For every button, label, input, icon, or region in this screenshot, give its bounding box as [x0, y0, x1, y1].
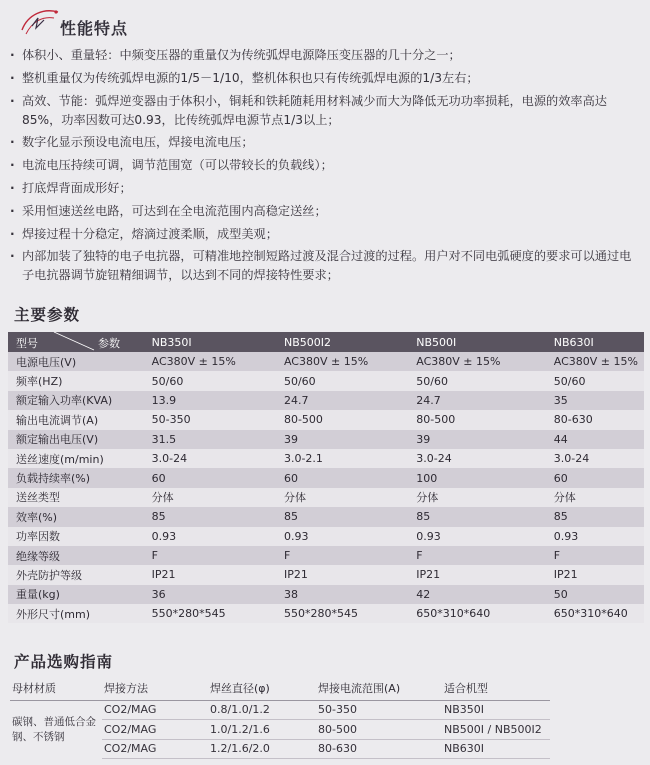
param-value: 550*280*545 — [278, 604, 410, 623]
param-label: 负载持续率(%) — [8, 468, 146, 487]
param-value: IP21 — [410, 565, 547, 584]
params-row — [8, 352, 644, 371]
param-value: F — [278, 546, 410, 565]
param-value: 39 — [278, 430, 410, 449]
param-value: 50/60 — [410, 371, 547, 390]
model-header: NB350I — [146, 332, 278, 352]
param-value: 85 — [410, 507, 547, 526]
guide-method: CO2/MAG — [102, 739, 208, 759]
guide-header: 适合机型 — [442, 676, 550, 700]
param-value: F — [146, 546, 278, 565]
guide-model: NB500I / NB500I2 — [442, 720, 550, 740]
params-row — [8, 507, 644, 526]
param-value: 0.93 — [410, 527, 547, 546]
param-value: F — [410, 546, 547, 565]
feature-item: · 打底焊背面成形好； — [10, 179, 640, 198]
feature-item: · 采用恒速送丝电路，可达到在全电流范围内高稳定送丝； — [10, 202, 640, 221]
param-value: 3.0-24 — [146, 449, 278, 468]
diagonal-divider — [52, 330, 96, 352]
guide-diameter: 1.0/1.2/1.6 — [208, 720, 316, 740]
param-value: 50 — [548, 585, 644, 604]
param-label: 输出电流调节(A) — [8, 410, 146, 429]
param-value: 分体 — [410, 488, 547, 507]
param-value: 80-630 — [548, 410, 644, 429]
feature-item: · 焊接过程十分稳定，熔滴过渡柔顺，成型美观； — [10, 225, 640, 244]
param-label: 送丝类型 — [8, 488, 146, 507]
param-value: 60 — [548, 468, 644, 487]
param-label: 效率(%) — [8, 507, 146, 526]
param-label: 外壳防护等级 — [8, 565, 146, 584]
param-value: 50/60 — [278, 371, 410, 390]
features-title: 性能特点 — [60, 19, 129, 38]
params-row — [8, 449, 644, 468]
guide-header: 母材材质 — [10, 676, 102, 700]
param-value: 50/60 — [146, 371, 278, 390]
guide-method: CO2/MAG — [102, 700, 208, 720]
param-value: 分体 — [146, 488, 278, 507]
features-header — [18, 6, 158, 42]
params-row — [8, 468, 644, 487]
guide-header: 焊接电流范围(A) — [316, 676, 442, 700]
guide-current: 80-630 — [316, 739, 442, 759]
param-value: 38 — [278, 585, 410, 604]
feature-item: · 数字化显示预设电流电压，焊接电流电压； — [10, 133, 640, 152]
param-value: 36 — [146, 585, 278, 604]
guide-diameter: 1.2/1.6/2.0 — [208, 739, 316, 759]
param-value: 35 — [548, 391, 644, 410]
guide-current: 80-500 — [316, 720, 442, 740]
params-title: 主要参数 — [14, 306, 81, 324]
param-value: 13.9 — [146, 391, 278, 410]
param-value: 分体 — [548, 488, 644, 507]
param-value: 50/60 — [548, 371, 644, 390]
param-value: 0.93 — [146, 527, 278, 546]
param-label: 功率因数 — [8, 527, 146, 546]
param-value: AC380V ± 15% — [548, 352, 644, 371]
param-value: 0.93 — [548, 527, 644, 546]
param-value: 24.7 — [410, 391, 547, 410]
param-value: 85 — [146, 507, 278, 526]
guide-current: 50-350 — [316, 700, 442, 720]
params-row — [8, 391, 644, 410]
param-value: 42 — [410, 585, 547, 604]
param-value: 50-350 — [146, 410, 278, 429]
param-label: 重量(kg) — [8, 585, 146, 604]
param-label: 额定输出电压(V) — [8, 430, 146, 449]
params-table — [8, 332, 644, 623]
model-header: NB500I — [410, 332, 547, 352]
param-value: 分体 — [278, 488, 410, 507]
guide-header-row — [10, 676, 550, 700]
param-value: 3.0-24 — [548, 449, 644, 468]
guide-model: NB350I — [442, 700, 550, 720]
param-value: 31.5 — [146, 430, 278, 449]
guide-diameter: 0.8/1.0/1.2 — [208, 700, 316, 720]
param-value: 0.93 — [278, 527, 410, 546]
guide-model: NB630I — [442, 739, 550, 759]
param-value: 39 — [410, 430, 547, 449]
params-header-cell — [8, 332, 146, 352]
param-value: IP21 — [548, 565, 644, 584]
header-param-label: 参数 — [98, 337, 120, 350]
param-value: IP21 — [146, 565, 278, 584]
params-row — [8, 585, 644, 604]
guide-table — [10, 676, 550, 759]
params-row — [8, 604, 644, 623]
params-header-row — [8, 332, 644, 352]
param-value: AC380V ± 15% — [278, 352, 410, 371]
feature-item: · 内部加装了独特的电子电抗器，可精准地控制短路过渡及混合过渡的过程。用户对不同电弧硬度的要求可以通过电子电抗器调节旋钮精细调节，以达到不同的焊接特性要求； — [10, 247, 640, 285]
params-row — [8, 371, 644, 390]
param-value: 24.7 — [278, 391, 410, 410]
feature-item: · 电流电压持续可调，调节范围宽（可以带较长的负载线）； — [10, 156, 640, 175]
param-label: 额定输入功率(KVA) — [8, 391, 146, 410]
guide-title: 产品选购指南 — [14, 653, 114, 671]
param-label: 送丝速度(m/min) — [8, 449, 146, 468]
features-list — [10, 46, 640, 289]
guide-header: 焊丝直径(φ) — [208, 676, 316, 700]
param-value: 44 — [548, 430, 644, 449]
param-label: 外形尺寸(mm) — [8, 604, 146, 623]
params-row — [8, 565, 644, 584]
guide-method: CO2/MAG — [102, 720, 208, 740]
params-row — [8, 488, 644, 507]
param-value: 80-500 — [278, 410, 410, 429]
param-value: AC380V ± 15% — [146, 352, 278, 371]
param-value: F — [548, 546, 644, 565]
header-model-label: 型号 — [16, 337, 38, 350]
param-value: 80-500 — [410, 410, 547, 429]
params-row — [8, 546, 644, 565]
param-value: IP21 — [278, 565, 410, 584]
param-value: 650*310*640 — [410, 604, 547, 623]
param-value: 3.0-2.1 — [278, 449, 410, 468]
param-value: 650*310*640 — [548, 604, 644, 623]
param-value: 60 — [146, 468, 278, 487]
param-value: 550*280*545 — [146, 604, 278, 623]
guide-header: 焊接方法 — [102, 676, 208, 700]
material-cell: 碳钢、普通低合金钢、不锈钢 — [12, 715, 96, 743]
param-value: 100 — [410, 468, 547, 487]
param-label: 电源电压(V) — [8, 352, 146, 371]
param-value: AC380V ± 15% — [410, 352, 547, 371]
guide-row — [10, 700, 550, 720]
params-row — [8, 430, 644, 449]
params-row — [8, 410, 644, 429]
param-value: 85 — [548, 507, 644, 526]
brand-swirl-icon — [18, 6, 62, 40]
model-header: NB630I — [548, 332, 644, 352]
param-value: 85 — [278, 507, 410, 526]
param-label: 绝缘等级 — [8, 546, 146, 565]
param-label: 频率(HZ) — [8, 371, 146, 390]
feature-item: · 整机重量仅为传统弧焊电源的1/5－1/10，整机体积也只有传统弧焊电源的1/3左右； — [10, 69, 640, 88]
param-value: 3.0-24 — [410, 449, 547, 468]
params-row — [8, 527, 644, 546]
feature-item: · 高效、节能：弧焊逆变器由于体积小，铜耗和铁耗随耗用材料减少而大为降低无功功率损耗，电源的效率高达85%，功率因数可达0.93，比传统弧焊电源节点1/3以上； — [10, 92, 640, 130]
feature-item: · 体积小、重量轻：中频变压器的重量仅为传统弧焊电源降压变压器的几十分之一； — [10, 46, 640, 65]
param-value: 60 — [278, 468, 410, 487]
model-header: NB500I2 — [278, 332, 410, 352]
